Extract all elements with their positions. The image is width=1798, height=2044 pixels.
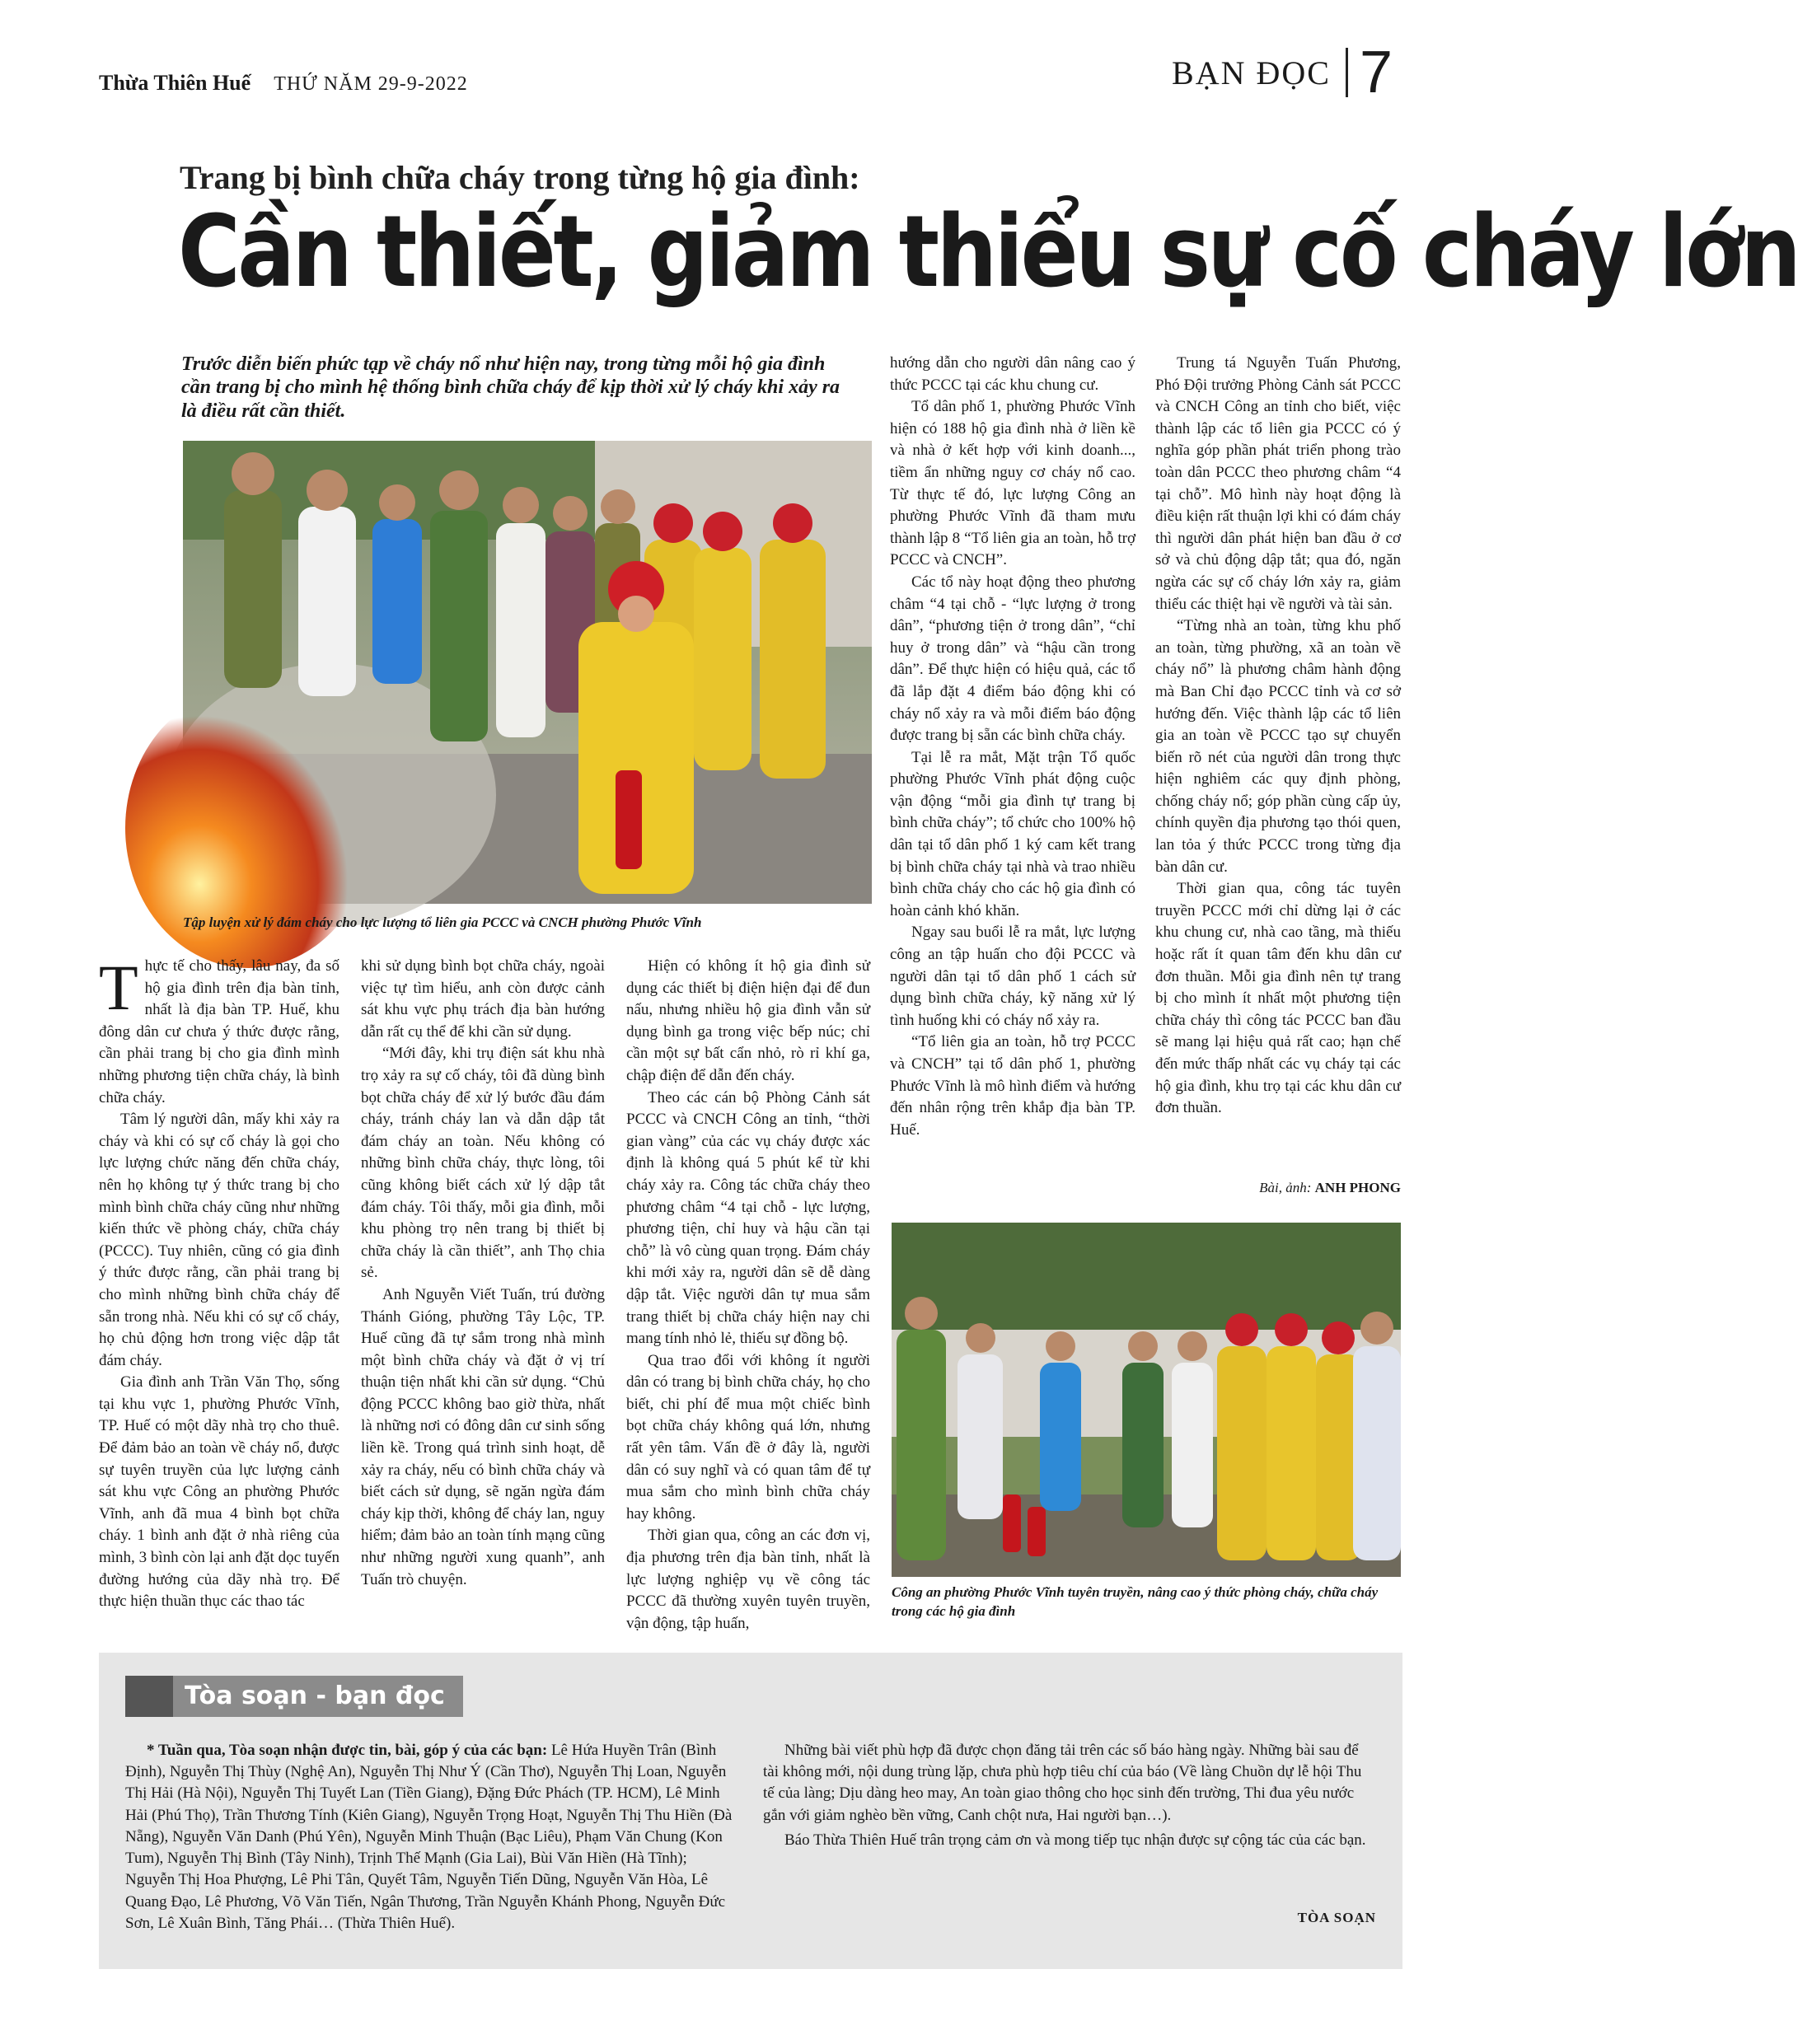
editorial-box-left <box>125 1740 735 1938</box>
paragraph: “Tổ liên gia an toàn, hỗ trợ PCCC và CNCH” tại tổ dân phố 1, phường Phước Vĩnh là mô hình điểm và hướng đến nhân rộng trên khắp địa bàn TP. Huế. <box>890 1033 1135 1139</box>
paragraph: Ngay sau buổi lễ ra mắt, lực lượng công an tập huấn cho đội PCCC và người dân tại tổ dân phố 1 cách sử dụng bình chữa cháy, kỹ năng xử lý tình huống khi có cháy nổ xảy ra. <box>890 924 1135 1029</box>
column-1 <box>99 952 339 1613</box>
photo-community-outreach <box>892 1223 1401 1581</box>
photo2-caption: Công an phường Phước Vĩnh tuyên truyền, nâng cao ý thức phòng cháy, chữa cháy trong các hộ gia đình <box>892 1584 1379 1619</box>
paragraph: hướng dẫn cho người dân nâng cao ý thức PCCC tại các khu chung cư. <box>890 354 1135 394</box>
byline-author: ANH PHONG <box>1314 1180 1401 1195</box>
title-bar <box>125 1676 173 1717</box>
drop-cap: T <box>99 952 138 1023</box>
editorial-box-right <box>763 1740 1376 1855</box>
paragraph: Tổ dân phố 1, phường Phước Vĩnh hiện có 188 hộ gia đình nhà ở liền kề và nhà ở kết hợp với kinh doanh..., tiềm ẩn những nguy cơ cháy nổ cao. Từ thực tế đó, lực lượng Công an phường Phước Vĩnh đã tham mưu thành lập 8 “Tổ liên gia an toàn, hỗ trợ PCCC và CNCH”. <box>890 398 1135 569</box>
editorial-box-title-text: Tòa soạn - bạn đọc <box>185 1682 445 1710</box>
byline <box>1155 1180 1401 1196</box>
paragraph: Tại lễ ra mắt, Mặt trận Tổ quốc phường Phước Vĩnh phát động cuộc vận động “mỗi gia đình tự trang bị bình chữa cháy”; tổ chức cho 100% hộ dân tại tổ dân phố 1 ký cam kết trang bị bình chữa cháy tại nhà và trao nhiều bình chữa cháy cho các hộ gia đình có hoàn cảnh khó khăn. <box>890 748 1135 919</box>
photo1-caption: Tập luyện xử lý đám cháy cho lực lượng tổ liên gia PCCC và CNCH phường Phước Vĩnh <box>183 914 702 930</box>
fire-drill-illustration <box>183 441 872 904</box>
paragraph: Các tổ này hoạt động theo phương châm “4 tại chỗ - “lực lượng ở trong dân”, “phương tiện ở trong dân”, “chỉ huy ở trong dân” và “hậu cần trong dân”. Để thực hiện có hiệu quả, các tổ đã lắp đặt 4 điểm báo động khi có cháy nổ xảy ra và mỗi điểm báo động được trang bị sẵn các bình chữa cháy. <box>890 573 1135 745</box>
contributors-list: Lê Hứa Huyền Trân (Bình Định), Nguyễn Thị Thùy (Nghệ An), Nguyễn Thị Như Ý (Cần Thơ), Nguyễn Thị Loan, Nguyễn Thị Hải (Hà Nội), Nguyễn Thị Tuyết Lan (Tiền Giang), Đặng Đức Phách (TP. HCM), Lê Minh Hải (Phú Thọ), Trần Thương Tính (Kiên Giang), Nguyễn Trọng Hoạt, Nguyễn Thị Thu Hiền (Đà Nẵng), Nguyễn Văn Danh (Phú Yên), Nguyễn Minh Thuận (Bạc Liêu), Phạm Văn Chung (Kon Tum), Nguyễn Thị Bình (Tây Ninh), Trịnh Thế Mạnh (Gia Lai), Bùi Văn Hiền (Hà Tĩnh); Nguyễn Thị Hoa Phượng, Lê Phi Tân, Quyết Tâm, Nguyễn Tiến Dũng, Nguyễn Văn Hòa, Lê Quang Đạo, Lê Phương, Võ Văn Tiến, Ngân Thương, Trần Nguyễn Khánh Phong, Nguyễn Đức Sơn, Lê Xuân Bình, Tăng Phái… (Thừa Thiên Huế). <box>125 1742 733 1932</box>
paragraph: Báo Thừa Thiên Huế trân trọng cảm ơn và mong tiếp tục nhận được sự cộng tác của các bạn. <box>784 1831 1366 1849</box>
editorial-signoff: TÒA SOẠN <box>1297 1910 1376 1925</box>
column-2 <box>361 956 605 1591</box>
paragraph: khi sử dụng bình bọt chữa cháy, ngoài việc tự tìm hiểu, anh còn được cảnh sát khu vực phụ trách địa bàn hướng dẫn rất cụ thể để khi cần sử dụng. <box>361 957 605 1041</box>
paragraph: Qua trao đổi với không ít người dân có trang bị bình chữa cháy, họ cho biết, chi phí để mua một chiếc bình bọt chữa cháy không quá lớn, nhưng rất yên tâm. Vấn đề ở đây là, người dân có suy nghĩ và có quan tâm để tự mua sắm cho mình bình chữa cháy hay không. <box>626 1351 870 1522</box>
contributors-paragraph <box>125 1740 735 1934</box>
section-name: BẠN ĐỌC <box>1172 54 1331 91</box>
editorial-box-title <box>125 1676 463 1717</box>
outreach-illustration <box>892 1223 1401 1577</box>
paragraph: Gia đình anh Trần Văn Thọ, sống tại khu vực 1, phường Phước Vĩnh, TP. Huế có một dãy nhà trọ cho thuê. Để đảm bảo an toàn về cháy nổ, được sự tuyên truyền của lực lượng cảnh sát khu vực Công an phường Phước Vĩnh, anh đã mua 4 bình bọt chữa cháy. 1 bình anh đặt ở nhà riêng của mình, 3 bình còn lại anh đặt dọc tuyến đường hướng của dãy nhà trọ. Để thực hiện thuần thục các thao tác <box>99 1373 339 1611</box>
paragraph: Anh Nguyễn Viết Tuấn, trú đường Thánh Gióng, phường Tây Lộc, TP. Huế cũng đã tự sắm trong nhà mình một bình chữa cháy và đặt ở vị trí thuận tiện nhất khi cần sử dụng. “Chủ động PCCC không bao giờ thừa, nhất là những nơi có đông dân cư sinh sống liền kề. Trong quá trình sinh hoạt, dễ xảy ra cháy, nếu có bình chữa cháy và biết cách sử dụng, sẽ ngăn ngừa đám cháy kịp thời, không để cháy lan, nguy hiểm; đảm bảo an toàn tính mạng cũng như những người xung quanh”, anh Tuấn trò chuyện. <box>361 1285 606 1588</box>
article-sapo: Trước diễn biến phức tạp về cháy nổ như hiện nay, trong từng mỗi hộ gia đình cần trang bị cho mình hệ thống bình chữa cháy để kịp thời xử lý cháy khi xảy ra là điều rất cần thiết. <box>181 353 840 422</box>
column-5 <box>1155 353 1401 1120</box>
article-headline: Cần thiết, giảm thiểu sự cố cháy lớn <box>178 195 1798 310</box>
column-4 <box>890 353 1135 1141</box>
paragraph: Thời gian qua, công tác tuyên truyền PCCC mới chỉ dừng lại ở các khu chung cư, nhà cao tầng, mà thiếu hoặc rất ít quan tâm đến khu dân cư đơn thuần. Mỗi gia đình nên tự trang bị cho mình ít nhất một phương tiện chữa cháy thì công tác PCCC ban đầu sẽ mang lại hiệu quả rất cao; hạn chế đến mức thấp nhất các vụ cháy tại các hộ gia đình, khu trọ tại các khu dân cư đơn thuần. <box>1155 880 1401 1117</box>
page-number: 7 <box>1359 40 1393 105</box>
divider <box>1346 48 1348 97</box>
column-3 <box>626 956 870 1635</box>
issue-date: THỨ NĂM 29-9-2022 <box>274 73 468 95</box>
paragraph: hực tế cho thấy, lâu nay, đa số hộ gia đình trên địa bàn tỉnh, nhất là địa bàn TP. Huế, khu đông dân cư chưa ý thức được rằng, cần phải trang bị cho gia đình mình những phương tiện chữa cháy, là bình chữa cháy. <box>99 957 339 1106</box>
paragraph: Những bài viết phù hợp đã được chọn đăng tải trên các số báo hàng ngày. Những bài sau để tài không mới, nội dung trùng lặp, chưa phù hợp tiêu chí của báo (Về làng Chuồn dự lễ hội Thu tế của làng; Dịu dàng heo may, An toàn giao thông cho học sinh đến trường, Thi đua yêu nước gắn với giảm nghèo bền vững, Canh chột nưa, Hai người bạn…). <box>763 1742 1362 1824</box>
contributors-lead: * Tuần qua, Tòa soạn nhận được tin, bài, góp ý của các bạn: <box>147 1742 548 1759</box>
paragraph: Hiện có không ít hộ gia đình sử dụng các thiết bị điện hiện đại để đun nấu, nhưng nhiều hộ gia đình vẫn sử dụng bình ga trong việc bếp núc; chỉ cần một sự bất cẩn nhỏ, rò rỉ khí ga, chập điện để dẫn đến cháy. <box>626 957 870 1084</box>
paragraph: Theo các cán bộ Phòng Cảnh sát PCCC và CNCH Công an tỉnh, “thời gian vàng” của các vụ cháy được xác định là không quá 5 phút kể từ khi cháy xảy ra. Công tác chữa cháy theo phương châm “4 tại chỗ - lực lượng, phương tiện, chỉ huy và hậu cần tại chỗ” là vô cùng quan trọng. Đám cháy khi mới xảy ra, người dân sẽ dễ dàng dập tắt. Việc người dân tự mua sắm trang thiết bị chữa cháy hiện nay chi mang tính nhỏ lẻ, thiếu sự đồng bộ. <box>626 1088 870 1348</box>
paper-name: Thừa Thiên Huế <box>99 71 251 95</box>
paragraph: “Từng nhà an toàn, từng khu phố an toàn, từng phường, xã an toàn về cháy nổ” là phương châm hành động mà Ban Chỉ đạo PCCC tỉnh và cơ sở hướng đến. Việc thành lập các tổ liên gia an toàn về PCCC tạo sự chuyển biến rõ nét của người dân trong thực hiện nghiêm các quy định phòng, chống cháy nổ; góp phần cùng cấp ủy, chính quyền địa phương tạo thói quen, lan tỏa ý thức PCCC trong từng địa bàn dân cư. <box>1155 617 1401 876</box>
photo-fire-drill <box>183 441 872 904</box>
paragraph: Trung tá Nguyễn Tuấn Phương, Phó Đội trưởng Phòng Cảnh sát PCCC và CNCH Công an tỉnh cho biết, việc thành lập các tổ liên gia PCCC có ý nghĩa góp phần phát triển phong trào toàn dân PCCC theo phương châm “4 tại chỗ”. Mô hình này hoạt động là điều kiện rất thuận lợi khi có đám cháy thì người dân phát hiện ban đầu ở cơ sở và chủ động dập tắt; qua đó, ngăn ngừa các sự cố cháy lớn xảy ra, giảm thiểu các thiệt hại về người và tài sản. <box>1155 354 1401 613</box>
byline-prefix: Bài, ảnh: <box>1259 1180 1312 1195</box>
masthead-left <box>99 71 468 96</box>
masthead-right <box>1172 40 1393 105</box>
paragraph: Thời gian qua, công an các đơn vị, địa phương trên địa bàn tỉnh, nhất là lực lượng nghiệp vụ về công tác PCCC đã thường xuyên tuyên truyền, vận động, tập huấn, <box>626 1527 870 1632</box>
paragraph: Tâm lý người dân, mấy khi xảy ra cháy và khi có sự cố cháy là gọi cho lực lượng chức năng đến chữa cháy, nên họ không tự ý thức trang bị cho mình bình chữa cháy cũng như những kiến thức về phòng cháy, chữa cháy (PCCC). Tuy nhiên, cũng có gia đình ý thức được rằng, cần phải trang bị cho mình những bình chữa cháy để sẵn trong nhà. Nếu khi có sự cố cháy, họ chủ động hơn trong việc dập tắt đám cháy. <box>99 1111 339 1369</box>
article-kicker: Trang bị bình chữa cháy trong từng hộ gia đình: <box>180 159 860 196</box>
paragraph: “Mới đây, khi trụ điện sát khu nhà trọ xảy ra sự cố cháy, tôi đã dùng bình bọt chữa cháy để xử lý bước đầu đám cháy, tránh cháy lan và dẫn dập tắt đám cháy an toàn. Nếu không có những bình chữa cháy, thực lòng, tôi cũng không biết cách xử lý dập tắt đám cháy. Tôi thấy, mỗi gia đình, mỗi khu phòng trọ nên trang bị thiết bị chữa cháy là cần thiết”, anh Thọ chia sẻ. <box>361 1045 605 1282</box>
